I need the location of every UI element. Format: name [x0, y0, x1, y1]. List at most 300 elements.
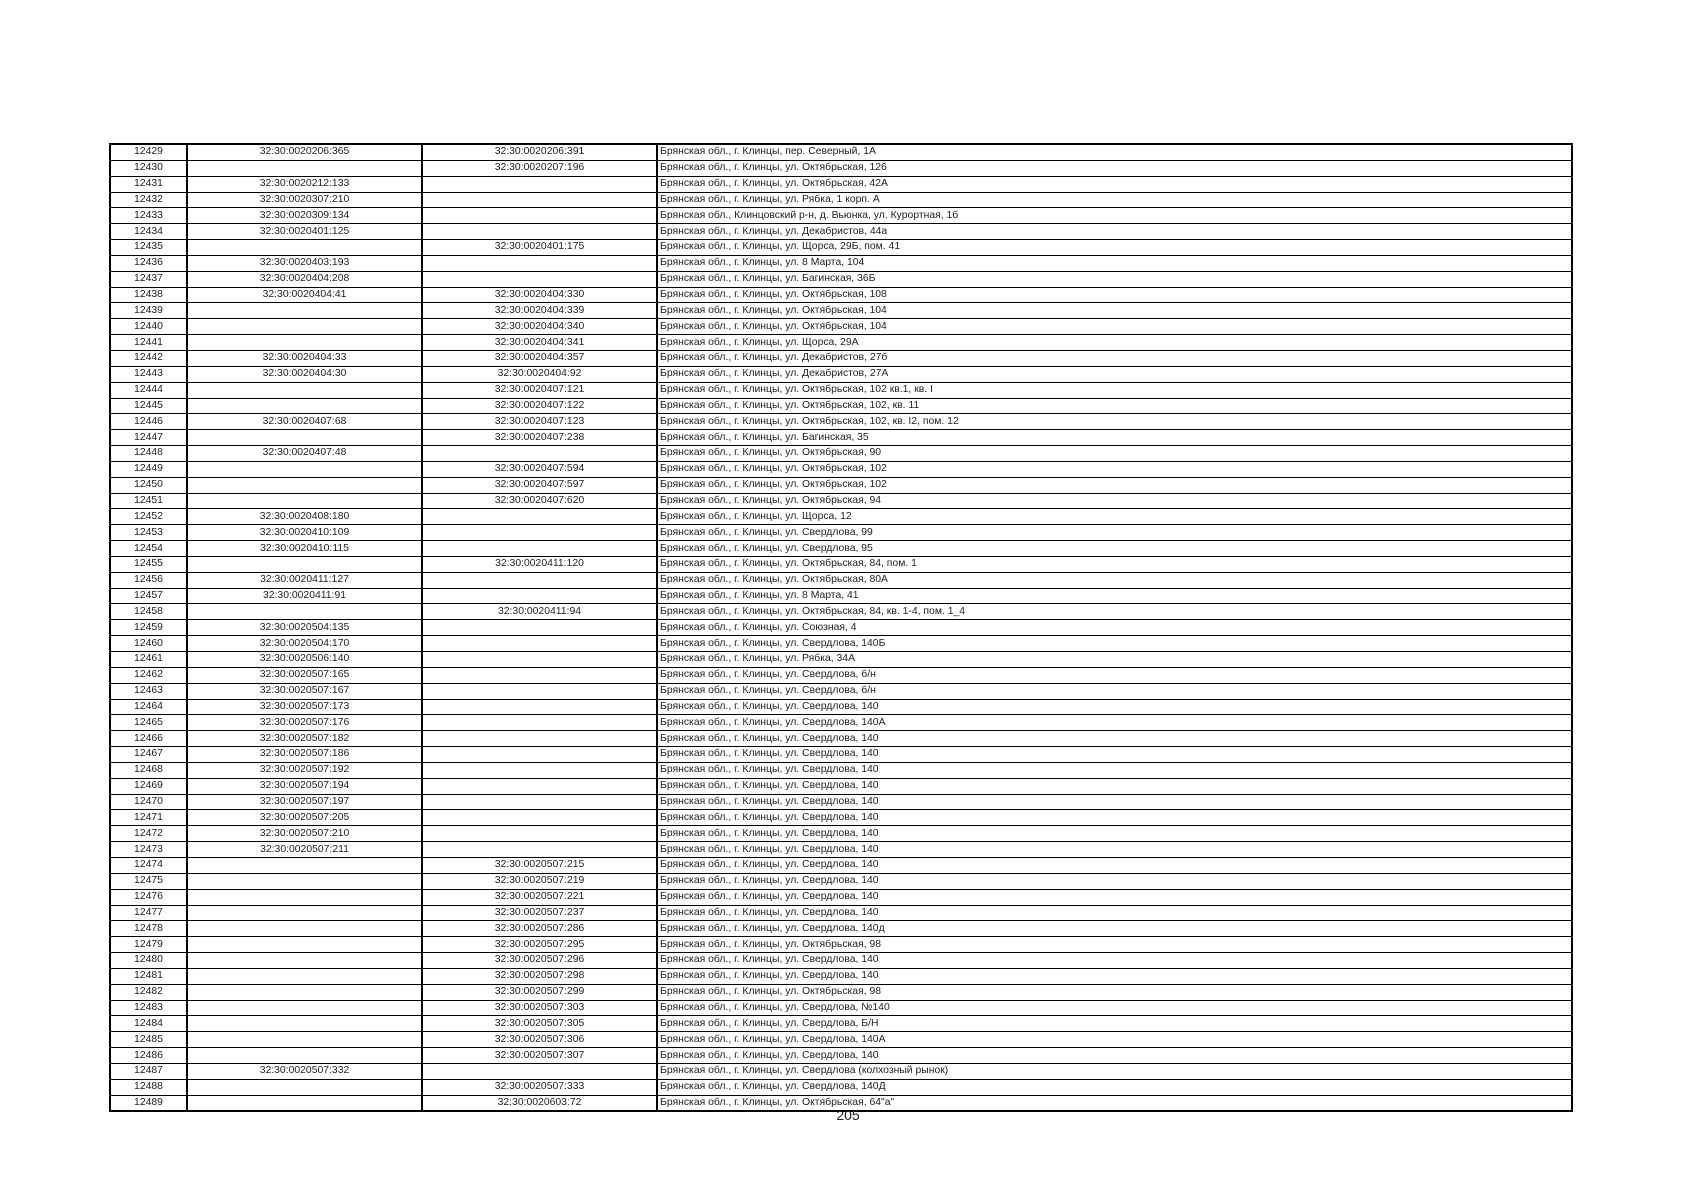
address-cell: Брянская обл., г. Клинцы, ул. Багинская, 35: [657, 430, 1572, 446]
address-cell: Брянская обл., г. Клинцы, ул. Свердлова, 140д: [657, 921, 1572, 937]
new-cadastral-number-cell: [422, 541, 657, 557]
new-cadastral-number-cell: [422, 842, 657, 858]
address-cell: Брянская обл., г. Клинцы, ул. Октябрьская, 98: [657, 937, 1572, 953]
address-cell: Брянская обл., г. Клинцы, ул. Декабристов, 27б: [657, 350, 1572, 366]
address-cell: Брянская обл., г. Клинцы, ул. Свердлова, 140: [657, 762, 1572, 778]
address-cell: Брянская обл., г. Клинцы, ул. Октябрьская, 102, кв. 11: [657, 398, 1572, 414]
old-cadastral-number-cell: [187, 160, 422, 176]
new-cadastral-number-cell: 32:30:0020507:296: [422, 953, 657, 969]
old-cadastral-number-cell: 32:30:0020212:133: [187, 176, 422, 192]
table-row: [110, 667, 1572, 683]
old-cadastral-number-cell: [187, 905, 422, 921]
new-cadastral-number-cell: [422, 509, 657, 525]
new-cadastral-number-cell: 32:30:0020407:238: [422, 430, 657, 446]
row-number-cell: 12462: [110, 667, 187, 683]
row-number-cell: 12430: [110, 160, 187, 176]
address-cell: Брянская обл., г. Клинцы, ул. 8 Марта, 104: [657, 255, 1572, 271]
table-row: [110, 382, 1572, 398]
old-cadastral-number-cell: [187, 240, 422, 256]
row-number-cell: 12480: [110, 953, 187, 969]
address-cell: Брянская обл., г. Клинцы, ул. 8 Марта, 41: [657, 588, 1572, 604]
old-cadastral-number-cell: [187, 968, 422, 984]
new-cadastral-number-cell: 32:30:0020407:123: [422, 414, 657, 430]
table-row: [110, 556, 1572, 572]
table-row: [110, 683, 1572, 699]
old-cadastral-number-cell: [187, 1000, 422, 1016]
row-number-cell: 12461: [110, 652, 187, 668]
old-cadastral-number-cell: 32:30:0020206:365: [187, 144, 422, 160]
new-cadastral-number-cell: [422, 255, 657, 271]
table-row: [110, 794, 1572, 810]
new-cadastral-number-cell: [422, 176, 657, 192]
table-row: [110, 446, 1572, 462]
row-number-cell: 12453: [110, 525, 187, 541]
old-cadastral-number-cell: 32:30:0020507:182: [187, 731, 422, 747]
address-cell: Брянская обл., г. Клинцы, ул. Свердлова, 140А: [657, 715, 1572, 731]
new-cadastral-number-cell: [422, 826, 657, 842]
new-cadastral-number-cell: [422, 572, 657, 588]
table-row: [110, 1063, 1572, 1079]
new-cadastral-number-cell: 32:30:0020507:333: [422, 1079, 657, 1095]
new-cadastral-number-cell: 32:30:0020206:391: [422, 144, 657, 160]
table-row: [110, 160, 1572, 176]
row-number-cell: 12454: [110, 541, 187, 557]
new-cadastral-number-cell: [422, 810, 657, 826]
table-row: [110, 826, 1572, 842]
address-cell: Брянская обл., г. Клинцы, ул. Октябрьская, 102, кв. I2, пом. 12: [657, 414, 1572, 430]
row-number-cell: 12438: [110, 287, 187, 303]
table-row: [110, 287, 1572, 303]
row-number-cell: 12482: [110, 984, 187, 1000]
address-cell: Брянская обл., г. Клинцы, ул. Свердлова, 95: [657, 541, 1572, 557]
row-number-cell: 12441: [110, 335, 187, 351]
row-number-cell: 12463: [110, 683, 187, 699]
address-cell: Брянская обл., г. Клинцы, ул. Октябрьская, 126: [657, 160, 1572, 176]
old-cadastral-number-cell: 32:30:0020504:135: [187, 620, 422, 636]
row-number-cell: 12488: [110, 1079, 187, 1095]
new-cadastral-number-cell: [422, 778, 657, 794]
old-cadastral-number-cell: 32:30:0020307:210: [187, 192, 422, 208]
row-number-cell: 12475: [110, 873, 187, 889]
table-row: [110, 857, 1572, 873]
new-cadastral-number-cell: [422, 620, 657, 636]
table-row: [110, 1079, 1572, 1095]
row-number-cell: 12440: [110, 319, 187, 335]
table-row: [110, 255, 1572, 271]
old-cadastral-number-cell: [187, 921, 422, 937]
row-number-cell: 12437: [110, 271, 187, 287]
old-cadastral-number-cell: [187, 937, 422, 953]
address-cell: Брянская обл., г. Клинцы, ул. Свердлова, 140: [657, 905, 1572, 921]
old-cadastral-number-cell: 32:30:0020507:167: [187, 683, 422, 699]
row-number-cell: 12471: [110, 810, 187, 826]
row-number-cell: 12473: [110, 842, 187, 858]
new-cadastral-number-cell: 32:30:0020404:340: [422, 319, 657, 335]
new-cadastral-number-cell: 32:30:0020507:286: [422, 921, 657, 937]
old-cadastral-number-cell: 32:30:0020411:91: [187, 588, 422, 604]
old-cadastral-number-cell: [187, 319, 422, 335]
row-number-cell: 12489: [110, 1095, 187, 1111]
address-cell: Брянская обл., г. Клинцы, ул. Свердлова, 140: [657, 953, 1572, 969]
old-cadastral-number-cell: 32:30:0020507:176: [187, 715, 422, 731]
row-number-cell: 12464: [110, 699, 187, 715]
old-cadastral-number-cell: [187, 984, 422, 1000]
new-cadastral-number-cell: [422, 747, 657, 763]
new-cadastral-number-cell: [422, 271, 657, 287]
table-row: [110, 588, 1572, 604]
row-number-cell: 12485: [110, 1032, 187, 1048]
row-number-cell: 12429: [110, 144, 187, 160]
address-cell: Брянская обл., г. Клинцы, ул. Свердлова, 140: [657, 826, 1572, 842]
table-row: [110, 224, 1572, 240]
old-cadastral-number-cell: 32:30:0020309:134: [187, 208, 422, 224]
row-number-cell: 12469: [110, 778, 187, 794]
address-cell: Брянская обл., г. Клинцы, ул. Свердлова, 140: [657, 810, 1572, 826]
new-cadastral-number-cell: 32:30:0020401:175: [422, 240, 657, 256]
old-cadastral-number-cell: 32:30:0020507:205: [187, 810, 422, 826]
address-cell: Брянская обл., г. Клинцы, ул. Союзная, 4: [657, 620, 1572, 636]
new-cadastral-number-cell: 32:30:0020411:120: [422, 556, 657, 572]
old-cadastral-number-cell: 32:30:0020507:192: [187, 762, 422, 778]
row-number-cell: 12446: [110, 414, 187, 430]
address-cell: Брянская обл., г. Клинцы, ул. Декабристов, 27А: [657, 366, 1572, 382]
row-number-cell: 12445: [110, 398, 187, 414]
old-cadastral-number-cell: 32:30:0020506:140: [187, 652, 422, 668]
address-cell: Брянская обл., г. Клинцы, ул. Свердлова, б/н: [657, 683, 1572, 699]
row-number-cell: 12434: [110, 224, 187, 240]
address-cell: Брянская обл., г. Клинцы, ул. Свердлова, 140: [657, 857, 1572, 873]
address-cell: Брянская обл., г. Клинцы, ул. Свердлова, 140: [657, 699, 1572, 715]
new-cadastral-number-cell: 32:30:0020507:237: [422, 905, 657, 921]
table-row: [110, 208, 1572, 224]
address-cell: Брянская обл., г. Клинцы, ул. Свердлова, 140: [657, 747, 1572, 763]
address-cell: Брянская обл., г. Клинцы, ул. Свердлова, 140А: [657, 1032, 1572, 1048]
new-cadastral-number-cell: 32:30:0020507:306: [422, 1032, 657, 1048]
row-number-cell: 12448: [110, 446, 187, 462]
row-number-cell: 12452: [110, 509, 187, 525]
address-cell: Брянская обл., г. Клинцы, ул. Щорса, 29А: [657, 335, 1572, 351]
registry-table: [109, 143, 1573, 1112]
table-row: [110, 937, 1572, 953]
table-row: [110, 350, 1572, 366]
row-number-cell: 12435: [110, 240, 187, 256]
row-number-cell: 12458: [110, 604, 187, 620]
new-cadastral-number-cell: 32:30:0020507:299: [422, 984, 657, 1000]
old-cadastral-number-cell: [187, 604, 422, 620]
old-cadastral-number-cell: [187, 493, 422, 509]
old-cadastral-number-cell: 32:30:0020507:173: [187, 699, 422, 715]
table-row: [110, 335, 1572, 351]
old-cadastral-number-cell: 32:30:0020407:68: [187, 414, 422, 430]
row-number-cell: 12444: [110, 382, 187, 398]
table-row: [110, 762, 1572, 778]
table-row: [110, 414, 1572, 430]
row-number-cell: 12456: [110, 572, 187, 588]
row-number-cell: 12478: [110, 921, 187, 937]
table-row: [110, 493, 1572, 509]
new-cadastral-number-cell: 32:30:0020507:303: [422, 1000, 657, 1016]
old-cadastral-number-cell: [187, 953, 422, 969]
address-cell: Брянская обл., г. Клинцы, ул. Свердлова, 140: [657, 731, 1572, 747]
row-number-cell: 12486: [110, 1048, 187, 1064]
row-number-cell: 12468: [110, 762, 187, 778]
address-cell: Брянская обл., г. Клинцы, ул. Декабристов, 44а: [657, 224, 1572, 240]
address-cell: Брянская обл., г. Клинцы, ул. Свердлова, 140Б: [657, 636, 1572, 652]
address-cell: Брянская обл., г. Клинцы, ул. Октябрьская, 84, пом. 1: [657, 556, 1572, 572]
old-cadastral-number-cell: 32:30:0020507:332: [187, 1063, 422, 1079]
table-row: [110, 461, 1572, 477]
table-row: [110, 652, 1572, 668]
address-cell: Брянская обл., г. Клинцы, ул. Багинская, 36Б: [657, 271, 1572, 287]
new-cadastral-number-cell: [422, 192, 657, 208]
new-cadastral-number-cell: 32:30:0020411:94: [422, 604, 657, 620]
table-row: [110, 303, 1572, 319]
row-number-cell: 12442: [110, 350, 187, 366]
new-cadastral-number-cell: 32:30:0020507:305: [422, 1016, 657, 1032]
old-cadastral-number-cell: 32:30:0020504:170: [187, 636, 422, 652]
row-number-cell: 12487: [110, 1063, 187, 1079]
row-number-cell: 12466: [110, 731, 187, 747]
address-cell: Брянская обл., г. Клинцы, ул. Октябрьская, 102: [657, 477, 1572, 493]
new-cadastral-number-cell: [422, 1063, 657, 1079]
row-number-cell: 12472: [110, 826, 187, 842]
registry-table-body: [110, 144, 1572, 1111]
row-number-cell: 12457: [110, 588, 187, 604]
old-cadastral-number-cell: [187, 873, 422, 889]
old-cadastral-number-cell: 32:30:0020407:48: [187, 446, 422, 462]
address-cell: Брянская обл., г. Клинцы, ул. Свердлова, 140: [657, 873, 1572, 889]
row-number-cell: 12451: [110, 493, 187, 509]
table-row: [110, 541, 1572, 557]
table-row: [110, 1016, 1572, 1032]
address-cell: Брянская обл., г. Клинцы, ул. Октябрьская, 64"а": [657, 1095, 1572, 1111]
new-cadastral-number-cell: 32:30:0020507:295: [422, 937, 657, 953]
new-cadastral-number-cell: 32:30:0020507:221: [422, 889, 657, 905]
table-row: [110, 1048, 1572, 1064]
row-number-cell: 12436: [110, 255, 187, 271]
table-row: [110, 271, 1572, 287]
new-cadastral-number-cell: [422, 446, 657, 462]
old-cadastral-number-cell: 32:30:0020408:180: [187, 509, 422, 525]
new-cadastral-number-cell: [422, 224, 657, 240]
table-row: [110, 366, 1572, 382]
address-cell: Брянская обл., г. Клинцы, ул. Свердлова, №140: [657, 1000, 1572, 1016]
table-row: [110, 953, 1572, 969]
old-cadastral-number-cell: 32:30:0020404:208: [187, 271, 422, 287]
table-row: [110, 873, 1572, 889]
old-cadastral-number-cell: [187, 382, 422, 398]
row-number-cell: 12470: [110, 794, 187, 810]
new-cadastral-number-cell: [422, 667, 657, 683]
table-row: [110, 240, 1572, 256]
old-cadastral-number-cell: [187, 477, 422, 493]
table-row: [110, 968, 1572, 984]
new-cadastral-number-cell: 32:30:0020407:122: [422, 398, 657, 414]
table-row: [110, 192, 1572, 208]
old-cadastral-number-cell: 32:30:0020410:109: [187, 525, 422, 541]
address-cell: Брянская обл., г. Клинцы, ул. Свердлова, 140: [657, 794, 1572, 810]
table-row: [110, 1000, 1572, 1016]
table-row: [110, 176, 1572, 192]
row-number-cell: 12483: [110, 1000, 187, 1016]
new-cadastral-number-cell: 32:30:0020404:341: [422, 335, 657, 351]
old-cadastral-number-cell: 32:30:0020507:165: [187, 667, 422, 683]
address-cell: Брянская обл., г. Клинцы, ул. Октябрьская, 102: [657, 461, 1572, 477]
new-cadastral-number-cell: [422, 588, 657, 604]
table-row: [110, 747, 1572, 763]
new-cadastral-number-cell: 32:30:0020507:215: [422, 857, 657, 873]
new-cadastral-number-cell: [422, 652, 657, 668]
old-cadastral-number-cell: [187, 398, 422, 414]
address-cell: Брянская обл., г. Клинцы, ул. Свердлова (колхозный рынок): [657, 1063, 1572, 1079]
address-cell: Брянская обл., г. Клинцы, ул. Октябрьская, 104: [657, 319, 1572, 335]
new-cadastral-number-cell: [422, 525, 657, 541]
row-number-cell: 12455: [110, 556, 187, 572]
address-cell: Брянская обл., г. Клинцы, ул. Октябрьская, 80А: [657, 572, 1572, 588]
table-row: [110, 715, 1572, 731]
new-cadastral-number-cell: 32:30:0020404:92: [422, 366, 657, 382]
address-cell: Брянская обл., г. Клинцы, ул. Октябрьская, 98: [657, 984, 1572, 1000]
row-number-cell: 12433: [110, 208, 187, 224]
address-cell: Брянская обл., г. Клинцы, ул. Октябрьская, 108: [657, 287, 1572, 303]
old-cadastral-number-cell: 32:30:0020507:211: [187, 842, 422, 858]
row-number-cell: 12447: [110, 430, 187, 446]
old-cadastral-number-cell: 32:30:0020410:115: [187, 541, 422, 557]
address-cell: Брянская обл., г. Клинцы, ул. Щорса, 12: [657, 509, 1572, 525]
row-number-cell: 12450: [110, 477, 187, 493]
old-cadastral-number-cell: [187, 461, 422, 477]
address-cell: Брянская обл., г. Клинцы, ул. Октябрьская, 104: [657, 303, 1572, 319]
row-number-cell: 12449: [110, 461, 187, 477]
row-number-cell: 12443: [110, 366, 187, 382]
address-cell: Брянская обл., г. Клинцы, ул. Октябрьская, 102 кв.1, кв. I: [657, 382, 1572, 398]
table-row: [110, 604, 1572, 620]
old-cadastral-number-cell: [187, 335, 422, 351]
row-number-cell: 12476: [110, 889, 187, 905]
row-number-cell: 12431: [110, 176, 187, 192]
old-cadastral-number-cell: 32:30:0020507:197: [187, 794, 422, 810]
address-cell: Брянская обл., г. Клинцы, ул. Щорса, 29Б, пом. 41: [657, 240, 1572, 256]
address-cell: Брянская обл., г. Клинцы, ул. Свердлова, 140: [657, 1048, 1572, 1064]
table-row: [110, 398, 1572, 414]
new-cadastral-number-cell: [422, 683, 657, 699]
address-cell: Брянская обл., г. Клинцы, ул. Свердлова, 140: [657, 889, 1572, 905]
new-cadastral-number-cell: 32:30:0020404:357: [422, 350, 657, 366]
old-cadastral-number-cell: 32:30:0020401:125: [187, 224, 422, 240]
table-row: [110, 477, 1572, 493]
table-row: [110, 778, 1572, 794]
row-number-cell: 12439: [110, 303, 187, 319]
row-number-cell: 12481: [110, 968, 187, 984]
table-row: [110, 430, 1572, 446]
table-row: [110, 636, 1572, 652]
row-number-cell: 12479: [110, 937, 187, 953]
new-cadastral-number-cell: 32:30:0020404:339: [422, 303, 657, 319]
new-cadastral-number-cell: 32:30:0020407:620: [422, 493, 657, 509]
table-row: [110, 1032, 1572, 1048]
page-number: 205: [836, 1107, 860, 1123]
row-number-cell: 12460: [110, 636, 187, 652]
address-cell: Брянская обл., г. Клинцы, ул. Октябрьская, 42А: [657, 176, 1572, 192]
table-row: [110, 842, 1572, 858]
address-cell: Брянская обл., г. Клинцы, ул. Рябка, 34А: [657, 652, 1572, 668]
row-number-cell: 12467: [110, 747, 187, 763]
address-cell: Брянская обл., г. Клинцы, ул. Рябка, 1 корп. А: [657, 192, 1572, 208]
new-cadastral-number-cell: [422, 208, 657, 224]
address-cell: Брянская обл., г. Клинцы, пер. Северный, 1А: [657, 144, 1572, 160]
old-cadastral-number-cell: 32:30:0020404:30: [187, 366, 422, 382]
new-cadastral-number-cell: 32:30:0020507:307: [422, 1048, 657, 1064]
old-cadastral-number-cell: [187, 889, 422, 905]
row-number-cell: 12474: [110, 857, 187, 873]
address-cell: Брянская обл., г. Клинцы, ул. Свердлова, б/н: [657, 667, 1572, 683]
table-row: [110, 905, 1572, 921]
table-row: [110, 731, 1572, 747]
new-cadastral-number-cell: [422, 731, 657, 747]
old-cadastral-number-cell: 32:30:0020404:33: [187, 350, 422, 366]
table-row: [110, 921, 1572, 937]
new-cadastral-number-cell: [422, 762, 657, 778]
address-cell: Брянская обл., г. Клинцы, ул. Свердлова, 140: [657, 778, 1572, 794]
old-cadastral-number-cell: 32:30:0020507:186: [187, 747, 422, 763]
new-cadastral-number-cell: [422, 715, 657, 731]
address-cell: Брянская обл., г. Клинцы, ул. Свердлова, 99: [657, 525, 1572, 541]
row-number-cell: 12459: [110, 620, 187, 636]
table-row: [110, 620, 1572, 636]
new-cadastral-number-cell: 32:30:0020507:298: [422, 968, 657, 984]
new-cadastral-number-cell: 32:30:0020603:72: [422, 1095, 657, 1111]
row-number-cell: 12432: [110, 192, 187, 208]
table-row: [110, 509, 1572, 525]
table-row: [110, 525, 1572, 541]
old-cadastral-number-cell: [187, 1079, 422, 1095]
address-cell: Брянская обл., г. Клинцы, ул. Октябрьская, 84, кв. 1-4, пом. 1_4: [657, 604, 1572, 620]
address-cell: Брянская обл., Клинцовский р-н, д. Вьюнка, ул. Курортная, 1б: [657, 208, 1572, 224]
new-cadastral-number-cell: 32:30:0020207:196: [422, 160, 657, 176]
old-cadastral-number-cell: 32:30:0020403:193: [187, 255, 422, 271]
old-cadastral-number-cell: 32:30:0020404:41: [187, 287, 422, 303]
table-row: [110, 319, 1572, 335]
address-cell: Брянская обл., г. Клинцы, ул. Октябрьская, 90: [657, 446, 1572, 462]
new-cadastral-number-cell: [422, 699, 657, 715]
new-cadastral-number-cell: 32:30:0020507:219: [422, 873, 657, 889]
new-cadastral-number-cell: [422, 636, 657, 652]
row-number-cell: 12477: [110, 905, 187, 921]
table-row: [110, 810, 1572, 826]
new-cadastral-number-cell: 32:30:0020407:594: [422, 461, 657, 477]
address-cell: Брянская обл., г. Клинцы, ул. Свердлова, 140: [657, 968, 1572, 984]
new-cadastral-number-cell: 32:30:0020407:597: [422, 477, 657, 493]
address-cell: Брянская обл., г. Клинцы, ул. Свердлова, 140Д: [657, 1079, 1572, 1095]
table-row: [110, 889, 1572, 905]
row-number-cell: 12465: [110, 715, 187, 731]
table-row: [110, 144, 1572, 160]
old-cadastral-number-cell: [187, 857, 422, 873]
table-row: [110, 984, 1572, 1000]
table-row: [110, 699, 1572, 715]
address-cell: Брянская обл., г. Клинцы, ул. Октябрьская, 94: [657, 493, 1572, 509]
address-cell: Брянская обл., г. Клинцы, ул. Свердлова, Б/Н: [657, 1016, 1572, 1032]
old-cadastral-number-cell: 32:30:0020411:127: [187, 572, 422, 588]
row-number-cell: 12484: [110, 1016, 187, 1032]
old-cadastral-number-cell: [187, 556, 422, 572]
table-row: [110, 572, 1572, 588]
old-cadastral-number-cell: [187, 430, 422, 446]
old-cadastral-number-cell: 32:30:0020507:210: [187, 826, 422, 842]
old-cadastral-number-cell: [187, 1016, 422, 1032]
old-cadastral-number-cell: 32:30:0020507:194: [187, 778, 422, 794]
old-cadastral-number-cell: [187, 303, 422, 319]
